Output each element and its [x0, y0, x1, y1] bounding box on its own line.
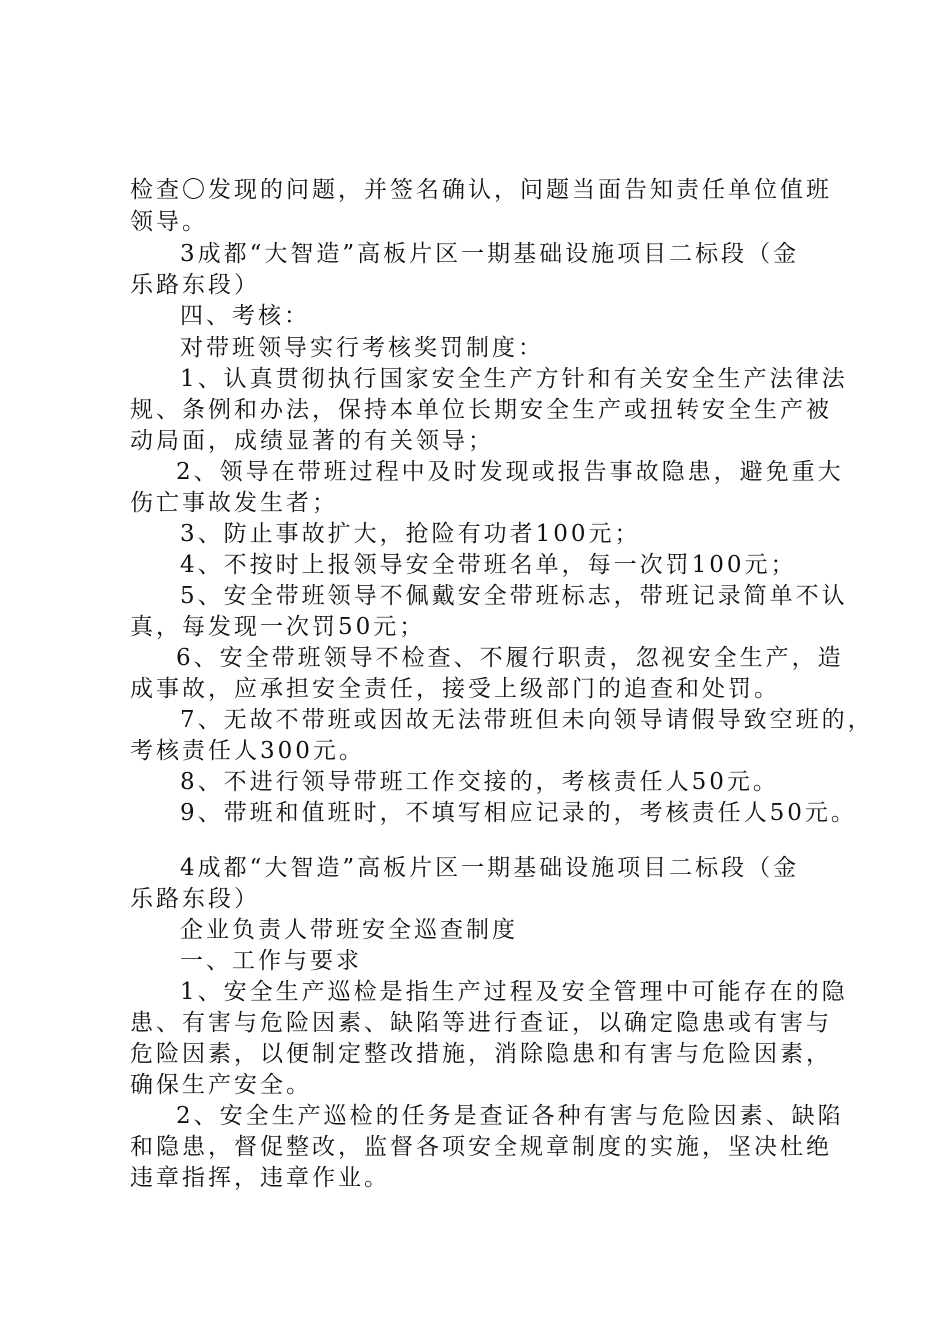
text-line: 5、安全带班领导不佩戴安全带班标志，带班记录简单不认 — [180, 583, 848, 609]
text-line: 违章指挥，违章作业。 — [130, 1165, 390, 1191]
text-line: 检查〇发现的问题，并签名确认，问题当面告知责任单位值班 — [130, 177, 832, 203]
text-line: 4、不按时上报领导安全带班名单，每一次罚100元； — [180, 552, 797, 578]
text-line: 3、防止事故扩大，抢险有功者100元； — [180, 521, 641, 547]
text-line: 1、认真贯彻执行国家安全生产方针和有关安全生产法律法 — [180, 366, 848, 392]
section-heading: 一、工作与要求 — [180, 948, 362, 974]
text-line: 真，每发现一次罚50元； — [130, 614, 426, 640]
text-line: 乐路东段） — [130, 886, 260, 912]
text-line: 危险因素，以便制定整改措施，消除隐患和有害与危险因素， — [130, 1041, 832, 1067]
text-line: 确保生产安全。 — [130, 1072, 312, 1098]
text-line: 和隐患，督促整改，监督各项安全规章制度的实施，坚决杜绝 — [130, 1134, 832, 1160]
text-line: 1、安全生产巡检是指生产过程及安全管理中可能存在的隐 — [180, 979, 848, 1005]
text-line: 6、安全带班领导不检查、不履行职责，忽视安全生产，造 — [176, 645, 844, 671]
text-line: 乐路东段） — [130, 272, 260, 298]
text-line: 动局面，成绩显著的有关领导； — [130, 428, 494, 454]
text-line: 8、不进行领导带班工作交接的，考核责任人50元。 — [180, 769, 779, 795]
text-line: 9、带班和值班时，不填写相应记录的，考核责任人50元。 — [180, 800, 857, 826]
text-line: 考核责任人300元。 — [130, 738, 365, 764]
text-line: 规、条例和办法，保持本单位长期安全生产或扭转安全生产被 — [130, 397, 832, 423]
text-line: 对带班领导实行考核奖罚制度： — [180, 335, 544, 361]
text-line: 2、领导在带班过程中及时发现或报告事故隐患，避免重大 — [176, 459, 844, 485]
text-line: 领导。 — [130, 209, 208, 235]
section-heading: 企业负责人带班安全巡查制度 — [180, 917, 518, 943]
text-line: 患、有害与危险因素、缺陷等进行查证，以确定隐患或有害与 — [130, 1010, 832, 1036]
text-line: 伤亡事故发生者； — [130, 490, 338, 516]
text-line: 4成都“大智造”高板片区一期基础设施项目二标段（金 — [180, 855, 800, 881]
text-line: 成事故，应承担安全责任，接受上级部门的追查和处罚。 — [130, 676, 780, 702]
text-line: 3成都“大智造”高板片区一期基础设施项目二标段（金 — [180, 241, 800, 267]
text-line: 7、无故不带班或因故无法带班但未向领导请假导致空班的， — [180, 707, 874, 733]
section-heading: 四、考核： — [180, 303, 310, 329]
text-line: 2、安全生产巡检的任务是查证各种有害与危险因素、缺陷 — [176, 1103, 844, 1129]
